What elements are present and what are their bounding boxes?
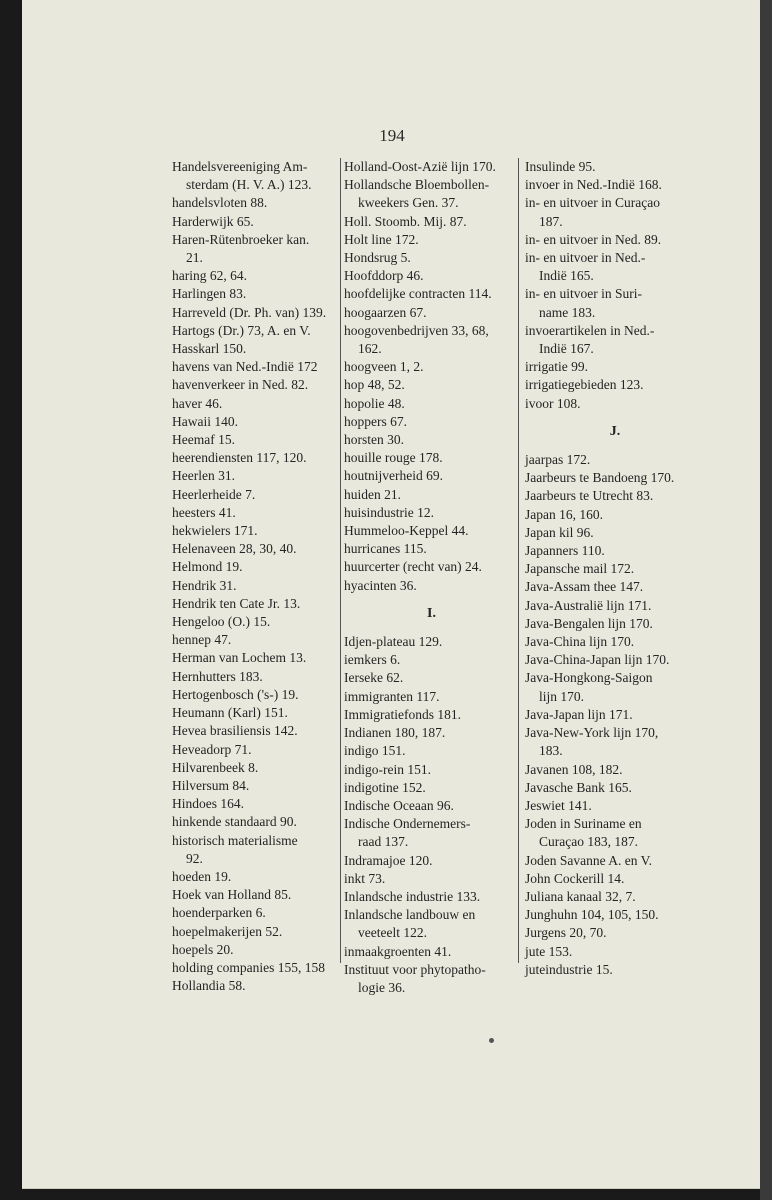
index-entry: Japan kil 96. <box>525 524 594 540</box>
index-entry: hoepelmakerijen 52. <box>172 923 283 939</box>
index-entry: Harlingen 83. <box>172 286 247 302</box>
index-entry: kweekers Gen. 37. <box>358 195 459 211</box>
index-entry: jaarpas 172. <box>525 452 591 468</box>
index-entry: hyacinten 36. <box>344 577 417 593</box>
index-entry: Indianen 180, 187. <box>344 725 446 741</box>
index-entry: Holl. Stoomb. Mij. 87. <box>344 213 467 229</box>
index-entry: Inlandsche landbouw en <box>344 907 476 923</box>
index-entry: hoepels 20. <box>172 941 234 957</box>
index-entry: hinkende standaard 90. <box>172 814 297 830</box>
index-entry: Inlandsche industrie 133. <box>344 888 481 904</box>
index-entry: ivoor 108. <box>525 395 581 411</box>
index-entry: Hawaii 140. <box>172 413 238 429</box>
index-entry: iemkers 6. <box>344 652 401 668</box>
index-entry: hoofdelijke contracten 114. <box>344 286 492 302</box>
index-entry: Hevea brasiliensis 142. <box>172 723 298 739</box>
index-entry: raad 137. <box>358 834 409 850</box>
index-entry: hop 48, 52. <box>344 377 405 393</box>
index-entry: Indië 167. <box>539 341 594 357</box>
index-entry: inkt 73. <box>344 870 386 886</box>
index-entry: Indramajoe 120. <box>344 852 433 868</box>
index-entry: Hilversum 84. <box>172 777 250 793</box>
index-entry: Hollandsche Bloembollen- <box>344 177 490 193</box>
index-entry: horsten 30. <box>344 432 404 448</box>
index-entry: Jaarbeurs te Utrecht 83. <box>525 488 654 504</box>
index-entry: in- en uitvoer in Ned.- <box>525 250 646 266</box>
index-entry: Harreveld (Dr. Ph. van) 139. <box>172 304 327 320</box>
index-entry: Java-Bengalen lijn 170. <box>525 615 653 631</box>
section-letter: J. <box>609 423 621 439</box>
index-entry: havens van Ned.-Indië 172 <box>172 359 318 375</box>
index-entry: Heemaf 15. <box>172 432 235 448</box>
index-entry: Jaarbeurs te Bandoeng 170. <box>525 470 675 486</box>
index-entry: 21. <box>186 250 203 266</box>
section-letter: I. <box>427 605 436 621</box>
index-entry: hoogovenbedrijven 33, 68, <box>344 322 489 338</box>
index-entry: juteindustrie 15. <box>525 961 613 977</box>
index-entry: 183. <box>539 743 563 759</box>
index-entry: Hindoes 164. <box>172 796 244 812</box>
index-entry: huiden 21. <box>344 486 401 502</box>
index-entry: Indië 165. <box>539 268 594 284</box>
index-entry: Haren-Rütenbroeker kan. <box>172 231 310 247</box>
index-entry: Heumann (Karl) 151. <box>172 705 288 721</box>
index-entry: Hasskarl 150. <box>172 341 247 357</box>
index-entry: in- en uitvoer in Curaçao <box>525 195 660 211</box>
index-entry: Holt line 172. <box>344 231 419 247</box>
index-entry: Javanen 108, 182. <box>525 761 623 777</box>
index-entry: huurcerter (recht van) 24. <box>344 559 482 575</box>
index-entry: Handelsvereeniging Am- <box>172 159 308 174</box>
index-entry: 162. <box>358 341 382 357</box>
index-entry: Hendrik 31. <box>172 577 237 593</box>
index-entry: Joden Savanne A. en V. <box>525 852 652 868</box>
index-entry: Immigratiefonds 181. <box>344 706 461 722</box>
index-entry: Hondsrug 5. <box>344 250 411 266</box>
index-entry: Joden in Suriname en <box>525 816 642 832</box>
index-entry: Indische Ondernemers- <box>344 816 471 832</box>
index-entry: Java-New-York lijn 170, <box>525 725 659 741</box>
index-entry: Herman van Lochem 13. <box>172 650 307 666</box>
index-entry: Hengeloo (O.) 15. <box>172 614 271 630</box>
index-entry: huisindustrie 12. <box>344 504 434 520</box>
index-entry: Helmond 19. <box>172 559 243 575</box>
index-entry: Helenaveen 28, 30, 40. <box>172 541 297 557</box>
index-entry: in- en uitvoer in Ned. 89. <box>525 231 662 247</box>
book-page <box>22 0 762 1189</box>
index-entry: haring 62, 64. <box>172 268 247 284</box>
index-entry: havenverkeer in Ned. 82. <box>172 377 309 393</box>
index-entry: jute 153. <box>525 943 573 959</box>
ink-speck <box>489 1038 494 1043</box>
index-entry: hoogveen 1, 2. <box>344 359 424 375</box>
index-entry: Japansche mail 172. <box>525 561 635 577</box>
index-entry: Hoek van Holland 85. <box>172 887 292 903</box>
index-entry: Junghuhn 104, 105, 150. <box>525 907 659 923</box>
index-entry: John Cockerill 14. <box>525 870 625 886</box>
index-entry: sterdam (H. V. A.) 123. <box>186 177 312 193</box>
index-entry: Java-Japan lijn 171. <box>525 706 633 722</box>
index-entry: heesters 41. <box>172 504 236 520</box>
index-entry: Hoofddorp 46. <box>344 268 424 284</box>
index-entry: Ierseke 62. <box>344 670 404 686</box>
index-entry: Juliana kanaal 32, 7. <box>525 888 636 904</box>
index-entry: indigo 151. <box>344 743 406 759</box>
index-entry: hoppers 67. <box>344 413 407 429</box>
index-entry: Jurgens 20, 70. <box>525 925 607 941</box>
index-entry: Javasche Bank 165. <box>525 779 632 795</box>
index-entry: Hernhutters 183. <box>172 668 263 684</box>
index-entry: haver 46. <box>172 395 223 411</box>
index-entry: heerendiensten 117, 120. <box>172 450 307 466</box>
index-entry: Java-Australië lijn 171. <box>525 597 652 613</box>
index-entry: irrigatie 99. <box>525 359 588 375</box>
index-entry: hoenderparken 6. <box>172 905 266 921</box>
index-entry: Hertogenbosch ('s-) 19. <box>172 686 299 702</box>
index-entry: handelsvloten 88. <box>172 195 268 211</box>
index-entry: Insulinde 95. <box>525 159 596 174</box>
index-entry: indigo-rein 151. <box>344 761 431 777</box>
index-entry: Hollandia 58. <box>172 978 246 994</box>
index-entry: name 183. <box>539 304 596 320</box>
index-entry: 187. <box>539 213 563 229</box>
index-entry: hekwielers 171. <box>172 523 258 539</box>
index-entry: Heerlen 31. <box>172 468 235 484</box>
index-entry: holding companies 155, 158 <box>172 959 325 975</box>
index-entry: invoer in Ned.-Indië 168. <box>525 177 662 193</box>
index-entry: Hummeloo-Keppel 44. <box>344 523 469 539</box>
index-entry: Java-Assam thee 147. <box>525 579 644 595</box>
index-entry: Holland-Oost-Azië lijn 170. <box>344 159 496 174</box>
index-entry: Java-China-Japan lijn 170. <box>525 652 670 668</box>
page-number: 194 <box>379 126 405 145</box>
index-entry: hennep 47. <box>172 632 232 648</box>
index-column-2 <box>344 158 519 997</box>
index-entry: Harderwijk 65. <box>172 213 254 229</box>
index-entry: hoeden 19. <box>172 868 232 884</box>
index-entry: Hilvarenbeek 8. <box>172 759 259 775</box>
index-entry: hurricanes 115. <box>344 541 427 557</box>
index-entry: Japanners 110. <box>525 543 605 559</box>
index-entry: logie 36. <box>358 979 406 995</box>
index-entry: Japan 16, 160. <box>525 506 603 522</box>
index-entry: houille rouge 178. <box>344 450 443 466</box>
index-entry: historisch materialisme <box>172 832 298 848</box>
index-entry: Heveadorp 71. <box>172 741 252 757</box>
index-entry: Idjen-plateau 129. <box>344 634 443 650</box>
index-entry: 92. <box>186 850 203 866</box>
index-column-1 <box>172 158 347 995</box>
index-entry: inmaakgroenten 41. <box>344 943 452 959</box>
index-entry: Curaçao 183, 187. <box>539 834 638 850</box>
index-entry: Java-Hongkong-Saigon <box>525 670 653 686</box>
index-entry: lijn 170. <box>539 688 585 704</box>
index-entry: immigranten 117. <box>344 688 440 704</box>
index-entry: Instituut voor phytopatho- <box>344 961 486 977</box>
index-column-3 <box>525 158 705 979</box>
index-entry: Hartogs (Dr.) 73, A. en V. <box>172 322 311 338</box>
index-entry: hoogaarzen 67. <box>344 304 427 320</box>
index-entry: hopolie 48. <box>344 395 405 411</box>
index-entry: Java-China lijn 170. <box>525 634 635 650</box>
index-entry: irrigatiegebieden 123. <box>525 377 644 393</box>
index-entry: indigotine 152. <box>344 779 426 795</box>
index-entry: houtnijverheid 69. <box>344 468 443 484</box>
index-entry: Hendrik ten Cate Jr. 13. <box>172 595 301 611</box>
index-entry: veeteelt 122. <box>358 925 427 941</box>
page-edge-shadow <box>760 0 772 1200</box>
index-entry: in- en uitvoer in Suri- <box>525 286 642 302</box>
index-entry: invoerartikelen in Ned.- <box>525 322 655 338</box>
index-entry: Heerlerheide 7. <box>172 486 256 502</box>
index-entry: Indische Oceaan 96. <box>344 797 454 813</box>
index-entry: Jeswiet 141. <box>525 797 592 813</box>
